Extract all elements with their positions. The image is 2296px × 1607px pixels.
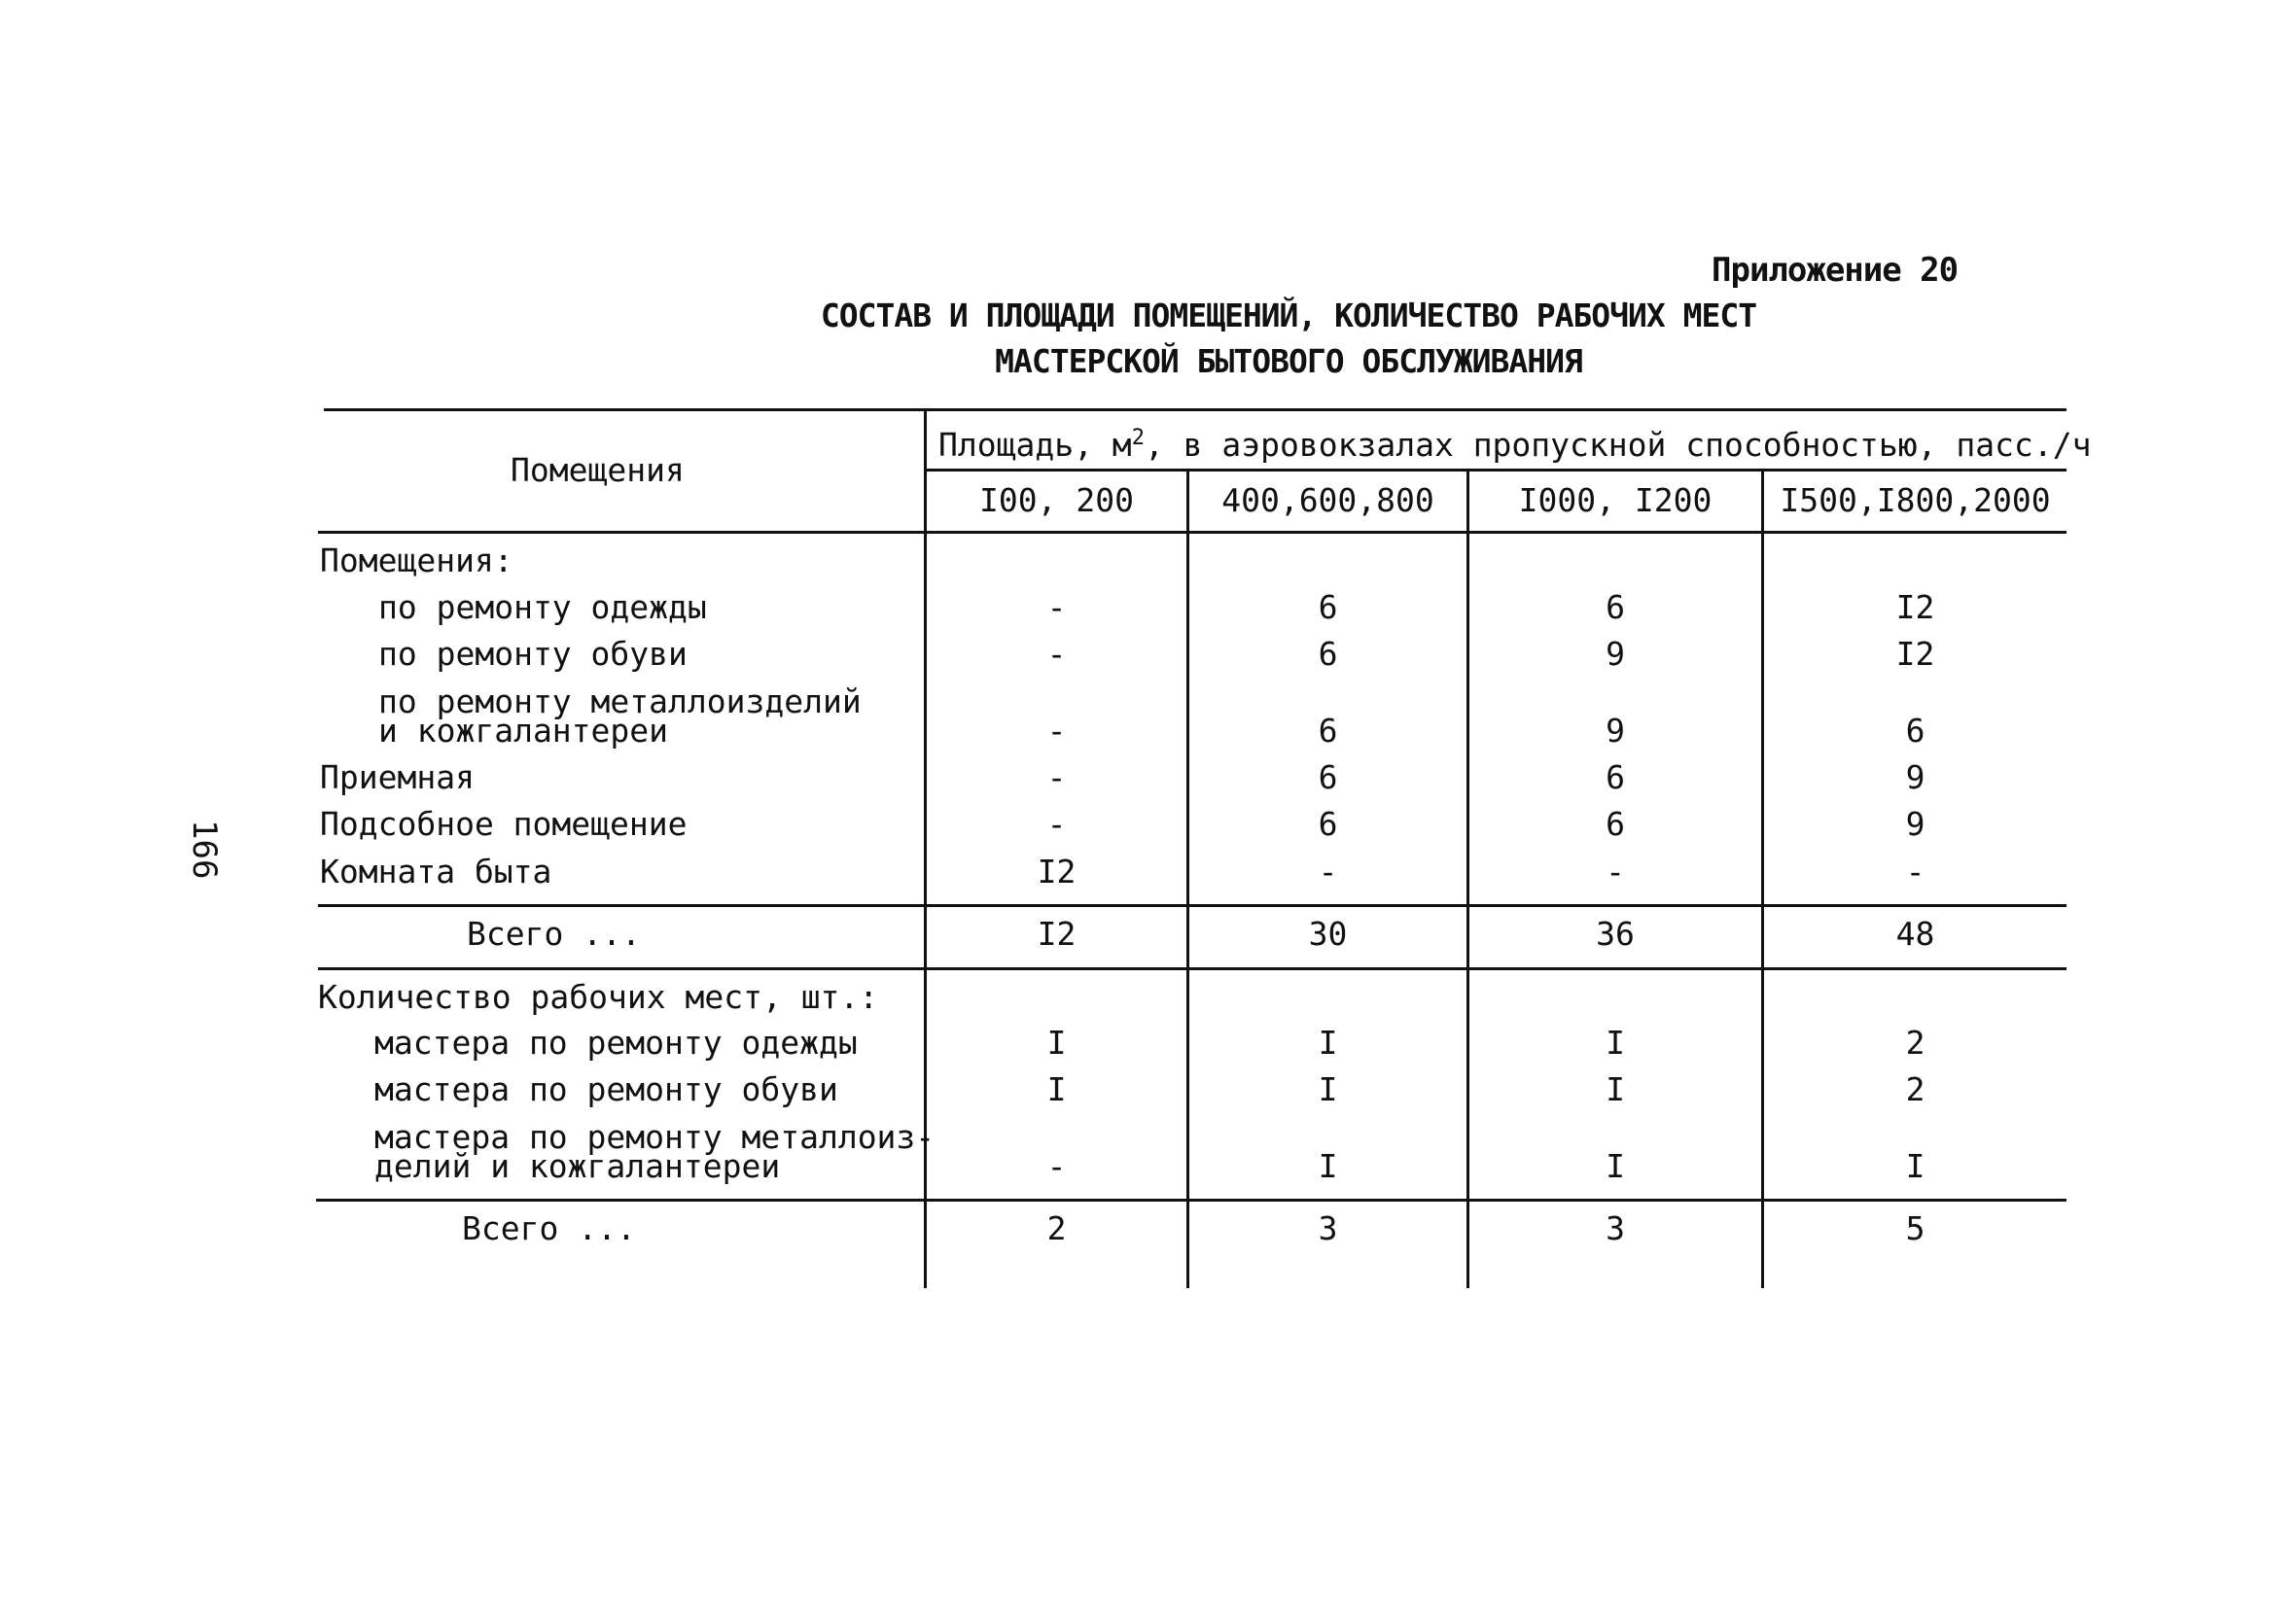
row-value: - <box>1046 1147 1067 1185</box>
row-value: 6 <box>1318 758 1338 796</box>
total2-value: 2 <box>1046 1209 1067 1247</box>
header-area-suffix: , в аэровокзалах пропускной способностью, пасс./ч <box>1144 426 2092 464</box>
total2-label: Всего ... <box>462 1209 636 1247</box>
document-title-line2: МАСТЕРСКОЙ БЫТОВОГО ОБСЛУЖИВАНИЯ <box>995 342 1582 380</box>
total1-value: 30 <box>1308 915 1348 953</box>
row-value: 9 <box>1905 758 1925 796</box>
total1-bottom-rule <box>318 967 2066 970</box>
row-value: I2 <box>1895 635 1935 673</box>
row-value: 6 <box>1318 588 1338 626</box>
total2-top-rule <box>316 1199 2066 1202</box>
header-rooms: Помещения <box>511 451 685 489</box>
row-value: - <box>1606 853 1625 891</box>
row-value: 6 <box>1606 758 1625 796</box>
row-value: 6 <box>1905 712 1925 750</box>
header-area-prefix: Площадь, м <box>938 426 1132 464</box>
row-value: - <box>1905 853 1925 891</box>
row-value: I <box>1606 1147 1625 1185</box>
row-label: Подсобное помещение <box>320 805 688 843</box>
row-label: по ремонту одежды <box>378 588 707 626</box>
row-label-line1: по ремонту металлоизделий <box>378 682 862 720</box>
table-top-rule <box>324 408 2066 411</box>
row-value: I2 <box>1895 588 1935 626</box>
row-value: I <box>1905 1147 1925 1185</box>
row-value: - <box>1318 853 1338 891</box>
total1-value: 36 <box>1596 915 1635 953</box>
section2-label: Количество рабочих мест, шт.: <box>318 978 879 1016</box>
row-value: - <box>1046 712 1067 750</box>
total1-top-rule <box>318 904 2066 907</box>
header-bottom-rule <box>318 531 2066 534</box>
row-label-line2: делий и кожгалантереи <box>374 1147 781 1185</box>
row-value: - <box>1046 805 1067 843</box>
row-value: - <box>1046 588 1067 626</box>
row-value: I <box>1318 1147 1338 1185</box>
rooms-table <box>316 408 2092 1288</box>
row-label: мастера по ремонту одежды <box>374 1024 858 1062</box>
row-label: Комната быта <box>320 853 552 891</box>
header-area-superscript: 2 <box>1131 426 1145 450</box>
column-header-1: I00, 200 <box>979 481 1134 519</box>
column-header-2: 400,600,800 <box>1221 481 1434 519</box>
document-title-line1: СОСТАВ И ПЛОЩАДИ ПОМЕЩЕНИЙ, КОЛИЧЕСТВО РАБОЧИХ МЕСТ <box>820 297 1757 334</box>
row-label: Приемная <box>320 758 475 796</box>
total2-value: 5 <box>1905 1209 1925 1247</box>
row-value: I <box>1606 1024 1625 1062</box>
row-value: 9 <box>1606 712 1625 750</box>
row-value: 6 <box>1318 712 1338 750</box>
section1-label: Помещения: <box>320 541 513 579</box>
row-value: 6 <box>1318 805 1338 843</box>
row-value: - <box>1046 758 1067 796</box>
row-value: 9 <box>1905 805 1925 843</box>
total1-value: I2 <box>1037 915 1077 953</box>
row-value: 6 <box>1606 805 1625 843</box>
row-label-line2: и кожгалантереи <box>378 712 669 750</box>
total1-label: Всего ... <box>467 915 641 953</box>
header-area <box>938 422 2091 462</box>
row-value: - <box>1046 635 1067 673</box>
appendix-label: Приложение 20 <box>1712 251 1959 290</box>
total2-value: 3 <box>1318 1209 1338 1247</box>
row-value: 9 <box>1606 635 1625 673</box>
row-value: 2 <box>1905 1070 1925 1108</box>
row-value: 6 <box>1606 588 1625 626</box>
row-value: I <box>1046 1070 1067 1108</box>
total2-value: 3 <box>1606 1209 1625 1247</box>
column-header-3: I000, I200 <box>1518 481 1713 519</box>
row-value: 2 <box>1905 1024 1925 1062</box>
page-number: 166 <box>185 820 224 880</box>
row-value: I <box>1046 1024 1067 1062</box>
row-value: 6 <box>1318 635 1338 673</box>
row-label: по ремонту обуви <box>378 635 688 673</box>
row-value: I <box>1318 1070 1338 1108</box>
row-value: I <box>1606 1070 1625 1108</box>
row-label: мастера по ремонту обуви <box>374 1070 838 1108</box>
row-label-line1: мастера по ремонту металлоиз- <box>374 1118 936 1156</box>
row-value: I2 <box>1037 853 1077 891</box>
header-sub-rule <box>924 469 2066 472</box>
column-header-4: I500,I800,2000 <box>1780 481 2051 519</box>
row-value: I <box>1318 1024 1338 1062</box>
total1-value: 48 <box>1895 915 1935 953</box>
